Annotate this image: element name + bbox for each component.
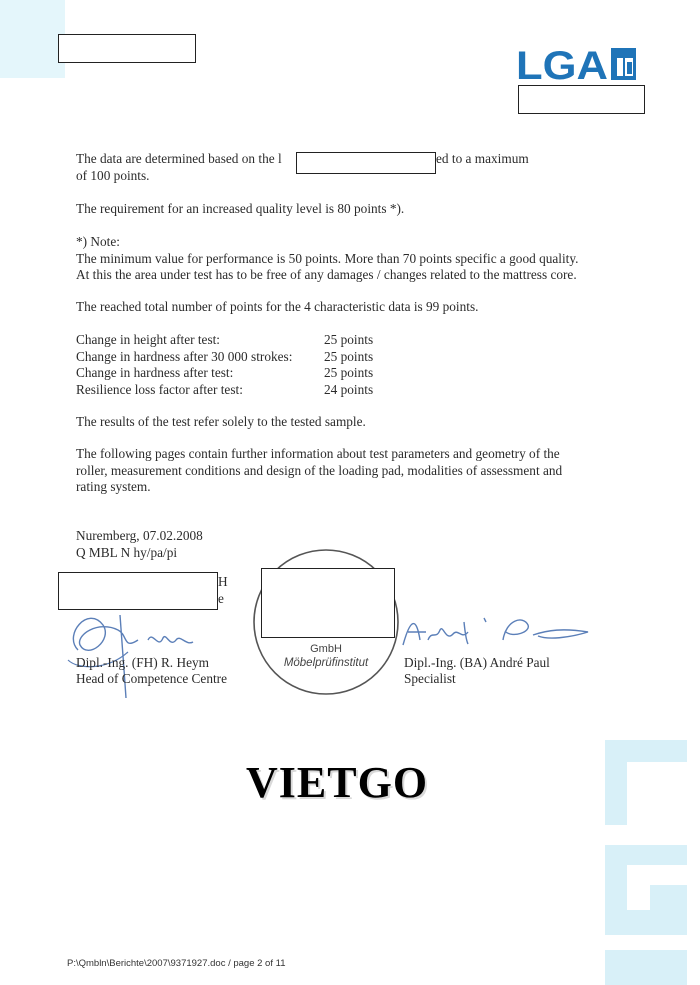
scores-list (76, 332, 373, 398)
signature-right (398, 610, 598, 655)
lga-logo-text: LGA (516, 46, 608, 82)
vietgo-watermark: VIETGO (246, 758, 429, 807)
intro-line2: of 100 points. (76, 167, 150, 183)
total-points-text: The reached total number of points for the 4 characteristic data is 99 points. (76, 299, 479, 314)
following-paragraph (76, 446, 562, 496)
score-value: 25 points (324, 348, 374, 364)
corner-tint (0, 0, 65, 78)
intro-line1-start: The data are determined based on the l (76, 151, 282, 166)
stamp-line1: GmbH (310, 643, 342, 655)
score-label: Change in hardness after 30 000 strokes: (76, 348, 293, 364)
footer-path: P:\Qmbln\Berichte\2007\9371927.doc / page 2 of 11 (67, 958, 286, 969)
lga-side-watermark (600, 735, 690, 985)
redaction-box-stamp (261, 568, 395, 638)
partial-letter-top: H (218, 574, 228, 589)
intro-line1-end: ed to a maximum (436, 151, 529, 166)
signatory-right (404, 655, 550, 686)
requirement-text: The requirement for an increased quality level is 80 points *). (76, 201, 405, 216)
score-label: Change in hardness after test: (76, 365, 234, 380)
signatory-left-title: Head of Competence Centre (76, 670, 228, 686)
stamp-line2: Möbelprüfinstitut (283, 657, 369, 669)
intro-paragraph (76, 151, 282, 184)
following-line1: The following pages contain further information about test parameters and geometry of the (76, 446, 560, 461)
signatory-right-title: Specialist (404, 670, 456, 686)
score-label: Change in height after test: (76, 332, 221, 347)
redaction-box-company (58, 572, 218, 610)
signatory-left-name: Dipl.-Ing. (FH) R. Heym (76, 655, 209, 670)
signatory-left (76, 655, 227, 686)
score-value: 25 points (324, 365, 374, 380)
score-row (76, 365, 373, 382)
score-row (76, 382, 373, 399)
note-block (76, 234, 578, 284)
lga-logo (516, 46, 638, 82)
following-line2: roller, measurement conditions and design of the loading pad, modalities of assessment and (76, 462, 563, 478)
score-label: Resilience loss factor after test: (76, 381, 243, 397)
score-row (76, 349, 373, 366)
score-row (76, 332, 373, 349)
note-line1: The minimum value for performance is 50 points. More than 70 points specific a good quality. (76, 250, 579, 266)
note-line2: At this the area under test has to be free of any damages / changes related to the mattress core. (76, 267, 577, 282)
signatory-right-name: Dipl.-Ing. (BA) André Paul (404, 655, 550, 670)
place-date-block (76, 528, 203, 561)
redaction-box-intro (296, 152, 436, 174)
reference-code: Q MBL N hy/pa/pi (76, 544, 178, 560)
score-value: 25 points (324, 332, 374, 347)
score-value: 24 points (324, 381, 374, 397)
partial-letter-bottom: e (218, 591, 224, 606)
results-note: The results of the test refer solely to the tested sample. (76, 414, 366, 429)
redaction-box-top-left (58, 34, 196, 63)
following-line3: rating system. (76, 479, 151, 494)
redaction-box-top-right (518, 85, 645, 114)
place-date: Nuremberg, 07.02.2008 (76, 528, 203, 543)
note-heading: *) Note: (76, 234, 120, 249)
